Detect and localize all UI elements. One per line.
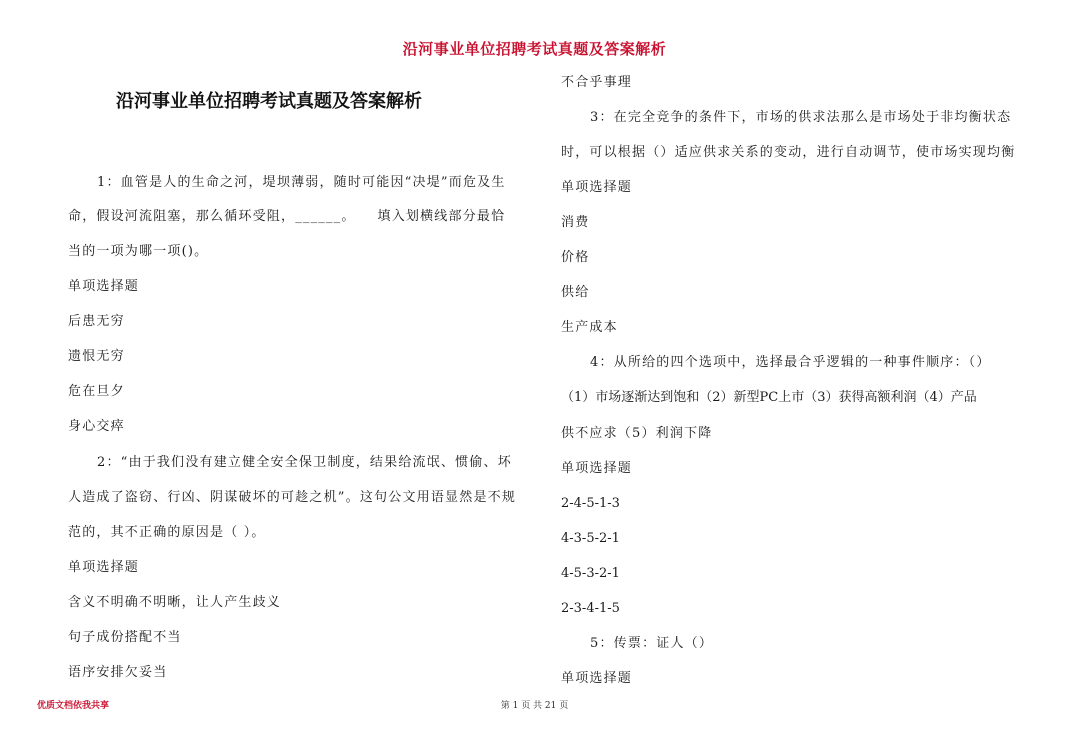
question-4-option: 2-3-4-1-5 xyxy=(561,601,620,616)
question-1-line-2: 命，假设河流阻塞，那么循环受阻，______。 填入划横线部分最恰 xyxy=(68,209,506,224)
question-5-line-1: 5：传票：证人（） xyxy=(590,636,714,651)
question-4-option: 4-5-3-2-1 xyxy=(561,566,620,581)
question-5-type: 单项选择题 xyxy=(561,671,633,686)
footer-slogan: 优质文档依我共享 xyxy=(37,701,110,711)
question-1-line-3: 当的一项为哪一项()。 xyxy=(68,244,209,259)
page-header-title: 沿河事业单位招聘考试真题及答案解析 xyxy=(402,40,667,58)
question-1-option: 危在旦夕 xyxy=(68,384,125,399)
question-3-option: 生产成本 xyxy=(561,320,618,335)
footer-page-info: 第 1 页 共 21 页 xyxy=(500,701,569,711)
question-1-type: 单项选择题 xyxy=(68,279,140,294)
question-2-option: 句子成份搭配不当 xyxy=(68,630,182,645)
question-4-line-1: 4：从所给的四个选项中，选择最合乎逻辑的一种事件顺序：（） xyxy=(590,355,991,370)
question-1-line-1: 1：血管是人的生命之河，堤坝薄弱，随时可能因“决堤”而危及生 xyxy=(97,175,506,190)
question-1-option: 遗恨无穷 xyxy=(68,349,125,364)
document-title: 沿河事业单位招聘考试真题及答案解析 xyxy=(116,91,422,112)
question-2-option: 不合乎事理 xyxy=(561,75,633,90)
question-4-line-2: （1）市场逐渐达到饱和（2）新型PC上市（3）获得高额利润（4）产品 xyxy=(561,390,977,405)
question-2-option: 含义不明确不明晰，让人产生歧义 xyxy=(68,595,282,610)
question-3-option: 供给 xyxy=(561,285,590,300)
question-4-option: 4-3-5-2-1 xyxy=(561,531,620,546)
question-3-line-1: 3：在完全竞争的条件下，市场的供求法那么是市场处于非均衡状态 xyxy=(590,110,1012,125)
question-4-type: 单项选择题 xyxy=(561,461,633,476)
question-4-line-3: 供不应求（5）利润下降 xyxy=(561,426,713,441)
question-2-line-2: 人造成了盗窃、行凶、阴谋破坏的可趁之机”。这句公文用语显然是不规 xyxy=(68,490,517,505)
question-2-type: 单项选择题 xyxy=(68,560,140,575)
question-1-option: 后患无穷 xyxy=(68,314,125,329)
question-3-type: 单项选择题 xyxy=(561,180,633,195)
question-3-line-2: 时，可以根据（）适应供求关系的变动，进行自动调节，使市场实现均衡 xyxy=(561,145,1016,160)
question-2-line-3: 范的，其不正确的原因是（ ）。 xyxy=(68,525,266,540)
question-2-option: 语序安排欠妥当 xyxy=(68,665,168,680)
question-1-option: 身心交瘁 xyxy=(68,419,125,434)
question-3-option: 价格 xyxy=(561,250,590,265)
question-2-line-1: 2：“由于我们没有建立健全安全保卫制度，结果给流氓、惯偷、坏 xyxy=(97,455,512,470)
question-4-option: 2-4-5-1-3 xyxy=(561,496,620,511)
question-3-option: 消费 xyxy=(561,215,590,230)
